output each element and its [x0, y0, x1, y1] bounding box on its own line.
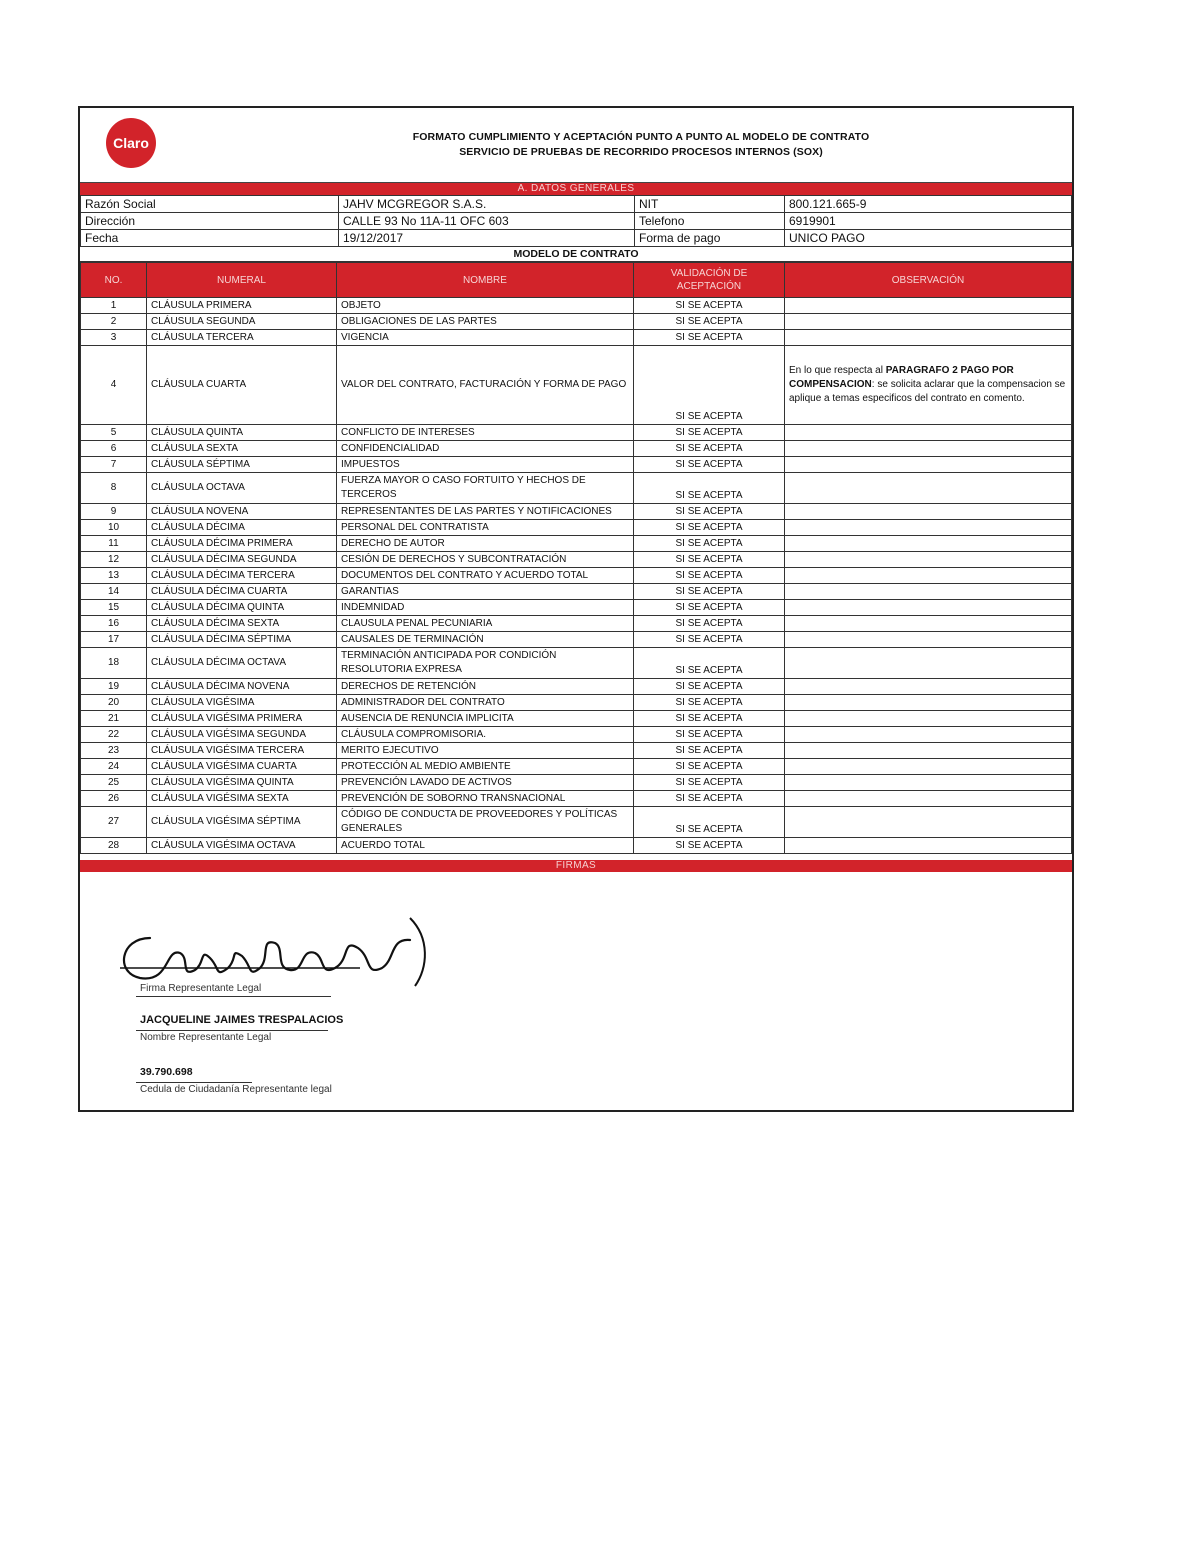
cell-nombre: CLÁUSULA COMPROMISORIA.	[337, 727, 634, 743]
modelo-table	[80, 262, 1072, 854]
datos-value2: UNICO PAGO	[785, 230, 1072, 247]
cell-val: SI SE ACEPTA	[634, 536, 785, 552]
cell-nombre: MERITO EJECUTIVO	[337, 743, 634, 759]
cell-nombre: CLAUSULA PENAL PECUNIARIA	[337, 616, 634, 632]
cell-val: SI SE ACEPTA	[634, 520, 785, 536]
cell-numeral: CLÁUSULA CUARTA	[147, 346, 337, 425]
cell-numeral: CLÁUSULA DÉCIMA	[147, 520, 337, 536]
cell-observacion	[785, 648, 1072, 679]
cell-nombre: CAUSALES DE TERMINACIÓN	[337, 632, 634, 648]
datos-generales-row	[81, 230, 1072, 247]
cell-nombre: CÓDIGO DE CONDUCTA DE PROVEEDORES Y POLÍTICAS GENERALES	[337, 807, 634, 838]
datos-label: Razón Social	[81, 196, 339, 213]
table-row	[81, 568, 1072, 584]
datos-label2: Telefono	[635, 213, 785, 230]
modelo-header-row	[81, 263, 1072, 298]
cell-val: SI SE ACEPTA	[634, 775, 785, 791]
col-header-no: NO.	[81, 263, 147, 298]
table-row	[81, 346, 1072, 425]
cell-nombre: AUSENCIA DE RENUNCIA IMPLICITA	[337, 711, 634, 727]
cell-val: SI SE ACEPTA	[634, 679, 785, 695]
cell-nombre: FUERZA MAYOR O CASO FORTUITO Y HECHOS DE TERCEROS	[337, 473, 634, 504]
claro-logo: Claro	[106, 118, 156, 168]
table-row	[81, 807, 1072, 838]
datos-value: CALLE 93 No 11A-11 OFC 603	[339, 213, 635, 230]
table-row	[81, 600, 1072, 616]
cell-observacion	[785, 632, 1072, 648]
cell-no: 7	[81, 457, 147, 473]
cell-observacion	[785, 616, 1072, 632]
cell-nombre: CONFLICTO DE INTERESES	[337, 425, 634, 441]
cell-val: SI SE ACEPTA	[634, 425, 785, 441]
cell-numeral: CLÁUSULA SEXTA	[147, 441, 337, 457]
cell-no: 10	[81, 520, 147, 536]
cell-val: SI SE ACEPTA	[634, 648, 785, 679]
cell-no: 9	[81, 504, 147, 520]
table-row	[81, 648, 1072, 679]
datos-generales-row	[81, 213, 1072, 230]
table-row	[81, 727, 1072, 743]
cell-numeral: CLÁUSULA TERCERA	[147, 330, 337, 346]
cell-no: 19	[81, 679, 147, 695]
table-row	[81, 441, 1072, 457]
cell-numeral: CLÁUSULA DÉCIMA SÉPTIMA	[147, 632, 337, 648]
cell-observacion	[785, 807, 1072, 838]
cell-numeral: CLÁUSULA VIGÉSIMA CUARTA	[147, 759, 337, 775]
cell-val: SI SE ACEPTA	[634, 727, 785, 743]
cell-val: SI SE ACEPTA	[634, 695, 785, 711]
cell-nombre: DERECHO DE AUTOR	[337, 536, 634, 552]
cell-observacion	[785, 552, 1072, 568]
representante-nombre: JACQUELINE JAIMES TRESPALACIOS	[140, 1014, 344, 1026]
datos-generales-table	[80, 195, 1072, 247]
cell-observacion	[785, 520, 1072, 536]
cell-no: 21	[81, 711, 147, 727]
table-row	[81, 520, 1072, 536]
cell-observacion	[785, 679, 1072, 695]
cell-val: SI SE ACEPTA	[634, 298, 785, 314]
cell-numeral: CLÁUSULA DÉCIMA QUINTA	[147, 600, 337, 616]
cell-no: 28	[81, 838, 147, 854]
cell-observacion	[785, 298, 1072, 314]
table-row	[81, 457, 1072, 473]
table-row	[81, 838, 1072, 854]
table-row	[81, 711, 1072, 727]
cell-val: SI SE ACEPTA	[634, 330, 785, 346]
nombre-label: Nombre Representante Legal	[140, 1032, 272, 1043]
cell-numeral: CLÁUSULA DÉCIMA CUARTA	[147, 584, 337, 600]
cell-observacion	[785, 838, 1072, 854]
cell-nombre: OBLIGACIONES DE LAS PARTES	[337, 314, 634, 330]
cell-val: SI SE ACEPTA	[634, 552, 785, 568]
cell-numeral: CLÁUSULA NOVENA	[147, 504, 337, 520]
cell-val: SI SE ACEPTA	[634, 504, 785, 520]
form-subtitle: SERVICIO DE PRUEBAS DE RECORRIDO PROCESOS INTERNOS (SOX)	[459, 146, 823, 158]
cell-val: SI SE ACEPTA	[634, 838, 785, 854]
cell-observacion	[785, 457, 1072, 473]
cell-observacion	[785, 727, 1072, 743]
cell-no: 27	[81, 807, 147, 838]
cell-nombre: PREVENCIÓN LAVADO DE ACTIVOS	[337, 775, 634, 791]
cell-observacion	[785, 711, 1072, 727]
table-row	[81, 473, 1072, 504]
cell-no: 26	[81, 791, 147, 807]
cell-val: SI SE ACEPTA	[634, 743, 785, 759]
cell-no: 22	[81, 727, 147, 743]
cell-numeral: CLÁUSULA DÉCIMA OCTAVA	[147, 648, 337, 679]
table-row	[81, 695, 1072, 711]
cell-nombre: REPRESENTANTES DE LAS PARTES Y NOTIFICACIONES	[337, 504, 634, 520]
form-title: FORMATO CUMPLIMIENTO Y ACEPTACIÓN PUNTO A PUNTO AL MODELO DE CONTRATO	[412, 131, 870, 143]
table-row	[81, 679, 1072, 695]
datos-label: Dirección	[81, 213, 339, 230]
cell-nombre: PROTECCIÓN AL MEDIO AMBIENTE	[337, 759, 634, 775]
cell-no: 25	[81, 775, 147, 791]
cell-observacion	[785, 695, 1072, 711]
cell-no: 8	[81, 473, 147, 504]
table-row	[81, 743, 1072, 759]
cell-observacion	[785, 314, 1072, 330]
cell-no: 3	[81, 330, 147, 346]
cell-numeral: CLÁUSULA PRIMERA	[147, 298, 337, 314]
cell-no: 18	[81, 648, 147, 679]
cell-observacion	[785, 346, 1072, 425]
firmas-title: FIRMAS	[80, 860, 1072, 872]
cell-numeral: CLÁUSULA DÉCIMA SEXTA	[147, 616, 337, 632]
cell-nombre: PERSONAL DEL CONTRATISTA	[337, 520, 634, 536]
cell-nombre: PREVENCIÓN DE SOBORNO TRANSNACIONAL	[337, 791, 634, 807]
cell-observacion	[785, 775, 1072, 791]
cell-val: SI SE ACEPTA	[634, 791, 785, 807]
table-row	[81, 552, 1072, 568]
cell-val: SI SE ACEPTA	[634, 441, 785, 457]
table-row	[81, 616, 1072, 632]
cell-observacion	[785, 743, 1072, 759]
cell-val: SI SE ACEPTA	[634, 473, 785, 504]
cell-no: 15	[81, 600, 147, 616]
cell-numeral: CLÁUSULA VIGÉSIMA OCTAVA	[147, 838, 337, 854]
cell-no: 11	[81, 536, 147, 552]
representante-cedula: 39.790.698	[140, 1066, 193, 1078]
cell-observacion	[785, 504, 1072, 520]
cell-no: 6	[81, 441, 147, 457]
cell-val: SI SE ACEPTA	[634, 616, 785, 632]
cedula-line	[136, 1082, 252, 1083]
cell-numeral: CLÁUSULA VIGÉSIMA TERCERA	[147, 743, 337, 759]
cell-numeral: CLÁUSULA DÉCIMA TERCERA	[147, 568, 337, 584]
datos-label: Fecha	[81, 230, 339, 247]
table-row	[81, 584, 1072, 600]
cell-numeral: CLÁUSULA VIGÉSIMA SEXTA	[147, 791, 337, 807]
nombre-line	[136, 1030, 328, 1031]
col-header-validacion: VALIDACIÓN DE ACEPTACIÓN	[634, 263, 785, 298]
cell-nombre: INDEMNIDAD	[337, 600, 634, 616]
observacion-post: : se solicita aclarar que la compensacion se aplique a temas especificos del contrato en comento.	[789, 379, 1066, 404]
cell-observacion	[785, 600, 1072, 616]
cell-nombre: VIGENCIA	[337, 330, 634, 346]
cell-no: 24	[81, 759, 147, 775]
cell-val: SI SE ACEPTA	[634, 568, 785, 584]
cell-numeral: CLÁUSULA VIGÉSIMA QUINTA	[147, 775, 337, 791]
cell-numeral: CLÁUSULA DÉCIMA PRIMERA	[147, 536, 337, 552]
table-row	[81, 775, 1072, 791]
cell-nombre: VALOR DEL CONTRATO, FACTURACIÓN Y FORMA DE PAGO	[337, 346, 634, 425]
cell-observacion	[785, 536, 1072, 552]
datos-generales-row	[81, 196, 1072, 213]
datos-label2: Forma de pago	[635, 230, 785, 247]
cell-no: 13	[81, 568, 147, 584]
col-header-observacion: OBSERVACIÓN	[785, 263, 1072, 298]
table-row	[81, 330, 1072, 346]
observacion-bold: PARAGRAFO 2 PAGO POR COMPENSACION	[789, 365, 1014, 390]
signature-line	[136, 996, 331, 997]
datos-generales-title: A. DATOS GENERALES	[80, 183, 1072, 195]
cell-numeral: CLÁUSULA VIGÉSIMA SEGUNDA	[147, 727, 337, 743]
cell-numeral: CLÁUSULA QUINTA	[147, 425, 337, 441]
cell-no: 12	[81, 552, 147, 568]
cell-numeral: CLÁUSULA DÉCIMA SEGUNDA	[147, 552, 337, 568]
cell-no: 23	[81, 743, 147, 759]
cell-val: SI SE ACEPTA	[634, 584, 785, 600]
cell-no: 2	[81, 314, 147, 330]
table-row	[81, 632, 1072, 648]
cell-no: 1	[81, 298, 147, 314]
cell-nombre: DOCUMENTOS DEL CONTRATO Y ACUERDO TOTAL	[337, 568, 634, 584]
cell-observacion	[785, 473, 1072, 504]
cell-nombre: ACUERDO TOTAL	[337, 838, 634, 854]
cell-no: 4	[81, 346, 147, 425]
cell-numeral: CLÁUSULA SÉPTIMA	[147, 457, 337, 473]
cell-no: 16	[81, 616, 147, 632]
cell-val: SI SE ACEPTA	[634, 314, 785, 330]
cell-observacion	[785, 330, 1072, 346]
datos-value: JAHV MCGREGOR S.A.S.	[339, 196, 635, 213]
cell-numeral: CLÁUSULA DÉCIMA NOVENA	[147, 679, 337, 695]
col-header-nombre: NOMBRE	[337, 263, 634, 298]
cell-nombre: TERMINACIÓN ANTICIPADA POR CONDICIÓN RESOLUTORIA EXPRESA	[337, 648, 634, 679]
datos-label2: NIT	[635, 196, 785, 213]
cell-observacion	[785, 791, 1072, 807]
cell-nombre: DERECHOS DE RETENCIÓN	[337, 679, 634, 695]
table-row	[81, 759, 1072, 775]
cell-observacion	[785, 568, 1072, 584]
table-row	[81, 536, 1072, 552]
cell-nombre: IMPUESTOS	[337, 457, 634, 473]
cell-val: SI SE ACEPTA	[634, 807, 785, 838]
cell-nombre: ADMINISTRADOR DEL CONTRATO	[337, 695, 634, 711]
cell-numeral: CLÁUSULA OCTAVA	[147, 473, 337, 504]
cell-observacion	[785, 425, 1072, 441]
table-row	[81, 298, 1072, 314]
cell-no: 5	[81, 425, 147, 441]
cell-val: SI SE ACEPTA	[634, 600, 785, 616]
cell-numeral: CLÁUSULA SEGUNDA	[147, 314, 337, 330]
modelo-title: MODELO DE CONTRATO	[80, 247, 1072, 262]
cell-no: 20	[81, 695, 147, 711]
cell-numeral: CLÁUSULA VIGÉSIMA PRIMERA	[147, 711, 337, 727]
cell-val: SI SE ACEPTA	[634, 457, 785, 473]
cell-observacion	[785, 441, 1072, 457]
form-titles	[230, 130, 1052, 160]
cell-no: 14	[81, 584, 147, 600]
cell-numeral: CLÁUSULA VIGÉSIMA	[147, 695, 337, 711]
contract-form	[78, 106, 1074, 1112]
datos-value2: 800.121.665-9	[785, 196, 1072, 213]
cell-val: SI SE ACEPTA	[634, 632, 785, 648]
table-row	[81, 791, 1072, 807]
table-row	[81, 314, 1072, 330]
cell-no: 17	[81, 632, 147, 648]
cedula-label: Cedula de Ciudadanía Representante legal	[140, 1084, 332, 1095]
datos-value: 19/12/2017	[339, 230, 635, 247]
cell-val: SI SE ACEPTA	[634, 346, 785, 425]
cell-nombre: GARANTIAS	[337, 584, 634, 600]
datos-value2: 6919901	[785, 213, 1072, 230]
signature-image	[110, 908, 440, 988]
cell-nombre: OBJETO	[337, 298, 634, 314]
cell-numeral: CLÁUSULA VIGÉSIMA SÉPTIMA	[147, 807, 337, 838]
cell-nombre: CONFIDENCIALIDAD	[337, 441, 634, 457]
col-header-numeral: NUMERAL	[147, 263, 337, 298]
cell-nombre: CESIÓN DE DERECHOS Y SUBCONTRATACIÓN	[337, 552, 634, 568]
form-header	[80, 108, 1072, 183]
table-row	[81, 425, 1072, 441]
cell-observacion	[785, 759, 1072, 775]
cell-val: SI SE ACEPTA	[634, 711, 785, 727]
observacion-pre: En lo que respecta al	[789, 365, 886, 376]
cell-observacion	[785, 584, 1072, 600]
table-row	[81, 504, 1072, 520]
firma-label: Firma Representante Legal	[140, 983, 262, 994]
cell-val: SI SE ACEPTA	[634, 759, 785, 775]
